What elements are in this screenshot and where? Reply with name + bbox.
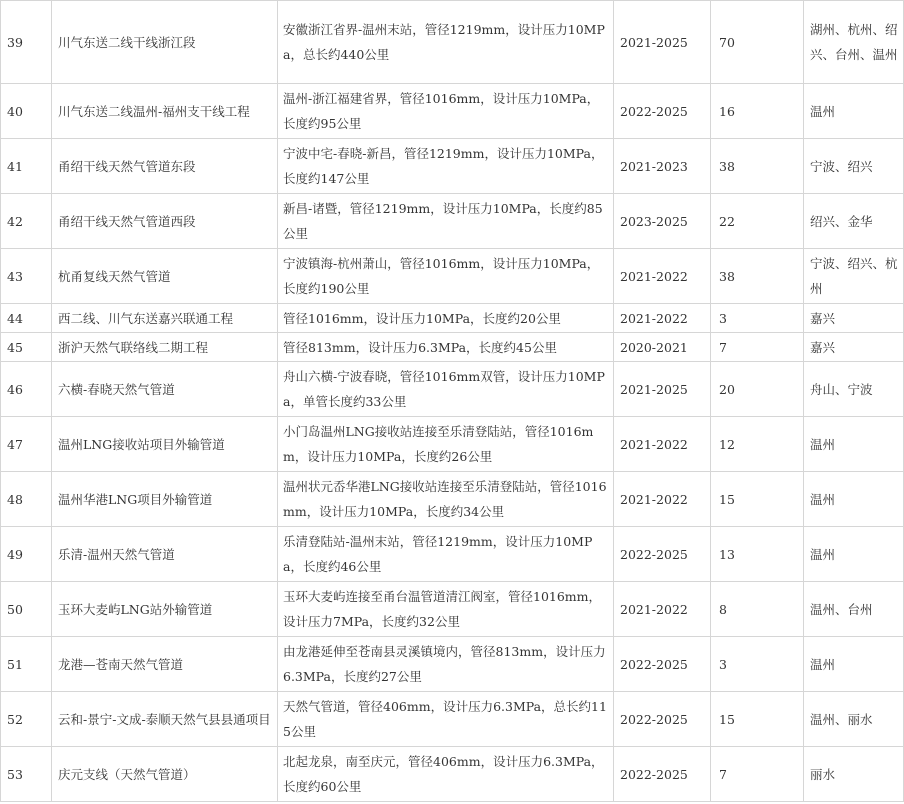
- project-name: 六横-春晓天然气管道: [52, 362, 278, 417]
- cities: 湖州、杭州、绍兴、台州、温州: [804, 1, 904, 84]
- table-row: [1, 249, 904, 304]
- construction-period: 2022-2025: [614, 527, 711, 582]
- table-row: [1, 472, 904, 527]
- table-row: [1, 362, 904, 417]
- project-name: 玉环大麦屿LNG站外输管道: [52, 582, 278, 637]
- project-description: 宁波镇海-杭州萧山，管径1016mm，设计压力10MPa，长度约190公里: [278, 249, 614, 304]
- investment-amount: 38: [711, 249, 804, 304]
- project-description: 安徽浙江省界-温州末站，管径1219mm，设计压力10MPa，总长约440公里: [278, 1, 614, 84]
- project-name: 川气东送二线温州-福州支干线工程: [52, 84, 278, 139]
- row-number: 53: [1, 747, 52, 802]
- project-name: 温州华港LNG项目外输管道: [52, 472, 278, 527]
- investment-amount: 38: [711, 139, 804, 194]
- investment-amount: 20: [711, 362, 804, 417]
- project-description: 玉环大麦屿连接至甬台温管道清江阀室，管径1016mm，设计压力7MPa，长度约32公里: [278, 582, 614, 637]
- construction-period: 2023-2025: [614, 194, 711, 249]
- table-row: [1, 333, 904, 362]
- construction-period: 2021-2022: [614, 304, 711, 333]
- table-row: [1, 637, 904, 692]
- table-row: [1, 1, 904, 84]
- row-number: 45: [1, 333, 52, 362]
- table-row: [1, 582, 904, 637]
- project-description: 管径813mm，设计压力6.3MPa，长度约45公里: [278, 333, 614, 362]
- construction-period: 2022-2025: [614, 84, 711, 139]
- project-description: 温州-浙江福建省界，管径1016mm，设计压力10MPa，长度约95公里: [278, 84, 614, 139]
- cities: 温州、丽水: [804, 692, 904, 747]
- investment-amount: 15: [711, 472, 804, 527]
- project-name: 浙沪天然气联络线二期工程: [52, 333, 278, 362]
- row-number: 50: [1, 582, 52, 637]
- cities: 温州: [804, 417, 904, 472]
- table-row: [1, 84, 904, 139]
- investment-amount: 3: [711, 304, 804, 333]
- row-number: 41: [1, 139, 52, 194]
- investment-amount: 7: [711, 333, 804, 362]
- row-number: 49: [1, 527, 52, 582]
- project-description: 天然气管道，管径406mm，设计压力6.3MPa，总长约115公里: [278, 692, 614, 747]
- table-body: [1, 1, 904, 802]
- cities: 宁波、绍兴、杭州: [804, 249, 904, 304]
- construction-period: 2021-2023: [614, 139, 711, 194]
- cities: 温州、台州: [804, 582, 904, 637]
- project-description: 由龙港延伸至苍南县灵溪镇境内，管径813mm，设计压力6.3MPa，长度约27公里: [278, 637, 614, 692]
- cities: 宁波、绍兴: [804, 139, 904, 194]
- row-number: 48: [1, 472, 52, 527]
- investment-amount: 12: [711, 417, 804, 472]
- construction-period: 2021-2022: [614, 582, 711, 637]
- project-description: 温州状元岙华港LNG接收站连接至乐清登陆站，管径1016mm，设计压力10MPa，长度约34公里: [278, 472, 614, 527]
- construction-period: 2022-2025: [614, 747, 711, 802]
- table-row: [1, 692, 904, 747]
- table-row: [1, 304, 904, 333]
- construction-period: 2021-2022: [614, 472, 711, 527]
- cities: 温州: [804, 84, 904, 139]
- row-number: 39: [1, 1, 52, 84]
- project-name: 西二线、川气东送嘉兴联通工程: [52, 304, 278, 333]
- construction-period: 2021-2025: [614, 1, 711, 84]
- project-name: 庆元支线（天然气管道）: [52, 747, 278, 802]
- cities: 绍兴、金华: [804, 194, 904, 249]
- cities: 温州: [804, 527, 904, 582]
- project-name: 甬绍干线天然气管道西段: [52, 194, 278, 249]
- project-description: 宁波中宅-春晓-新昌，管径1219mm，设计压力10MPa，长度约147公里: [278, 139, 614, 194]
- construction-period: 2022-2025: [614, 692, 711, 747]
- project-description: 乐清登陆站-温州末站，管径1219mm，设计压力10MPa，长度约46公里: [278, 527, 614, 582]
- row-number: 40: [1, 84, 52, 139]
- cities: 舟山、宁波: [804, 362, 904, 417]
- project-name: 云和-景宁-文成-泰顺天然气县县通项目: [52, 692, 278, 747]
- row-number: 42: [1, 194, 52, 249]
- investment-amount: 15: [711, 692, 804, 747]
- investment-amount: 70: [711, 1, 804, 84]
- investment-amount: 16: [711, 84, 804, 139]
- project-name: 乐清-温州天然气管道: [52, 527, 278, 582]
- project-description: 新昌-诸暨，管径1219mm，设计压力10MPa，长度约85公里: [278, 194, 614, 249]
- construction-period: 2022-2025: [614, 637, 711, 692]
- project-name: 温州LNG接收站项目外输管道: [52, 417, 278, 472]
- construction-period: 2020-2021: [614, 333, 711, 362]
- construction-period: 2021-2022: [614, 249, 711, 304]
- project-name: 川气东送二线干线浙江段: [52, 1, 278, 84]
- project-description: 舟山六横-宁波春晓，管径1016mm双管，设计压力10MPa，单管长度约33公里: [278, 362, 614, 417]
- investment-amount: 7: [711, 747, 804, 802]
- cities: 温州: [804, 637, 904, 692]
- project-name: 龙港—苍南天然气管道: [52, 637, 278, 692]
- row-number: 44: [1, 304, 52, 333]
- row-number: 52: [1, 692, 52, 747]
- construction-period: 2021-2022: [614, 417, 711, 472]
- construction-period: 2021-2025: [614, 362, 711, 417]
- row-number: 47: [1, 417, 52, 472]
- investment-amount: 22: [711, 194, 804, 249]
- project-description: 管径1016mm，设计压力10MPa，长度约20公里: [278, 304, 614, 333]
- project-name: 杭甬复线天然气管道: [52, 249, 278, 304]
- table-row: [1, 139, 904, 194]
- investment-amount: 8: [711, 582, 804, 637]
- project-description: 北起龙泉，南至庆元，管径406mm，设计压力6.3MPa，长度约60公里: [278, 747, 614, 802]
- investment-amount: 3: [711, 637, 804, 692]
- cities: 嘉兴: [804, 333, 904, 362]
- project-name: 甬绍干线天然气管道东段: [52, 139, 278, 194]
- row-number: 46: [1, 362, 52, 417]
- investment-amount: 13: [711, 527, 804, 582]
- project-description: 小门岛温州LNG接收站连接至乐清登陆站，管径1016mm，设计压力10MPa，长度约26公里: [278, 417, 614, 472]
- table-row: [1, 194, 904, 249]
- row-number: 51: [1, 637, 52, 692]
- cities: 丽水: [804, 747, 904, 802]
- row-number: 43: [1, 249, 52, 304]
- cities: 温州: [804, 472, 904, 527]
- table-row: [1, 417, 904, 472]
- table-row: [1, 747, 904, 802]
- table-row: [1, 527, 904, 582]
- cities: 嘉兴: [804, 304, 904, 333]
